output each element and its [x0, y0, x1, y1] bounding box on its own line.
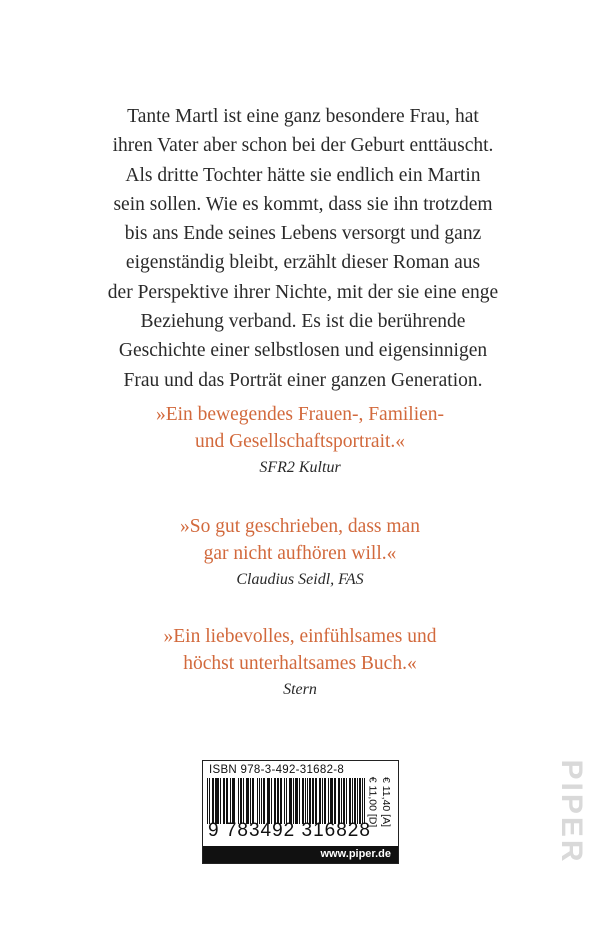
price-germany — [366, 777, 379, 827]
barcode-bar — [297, 778, 298, 824]
barcode-bar — [357, 778, 358, 824]
barcode-bar — [213, 778, 214, 824]
quote-line: gar nicht aufhören will.« — [203, 543, 397, 564]
blurb-line: ihren Vater aber schon bei der Geburt enttäuscht. — [112, 135, 494, 157]
blurb-line: sein sollen. Wie es kommt, dass sie ihn trotzdem — [113, 193, 493, 215]
barcode-bar — [360, 778, 361, 824]
blurb-line: bis ans Ende seines Lebens versorgt und ganz — [124, 223, 482, 245]
barcode-bar — [224, 778, 225, 824]
price-austria — [379, 777, 392, 827]
barcode-bar — [241, 778, 242, 824]
price-austria-text: € 11,40 [A] — [379, 776, 392, 828]
barcode-bar — [307, 778, 308, 824]
barcode-bar — [320, 778, 321, 824]
barcode-bar — [310, 778, 311, 824]
blurb-line: Frau und das Porträt einer ganzen Generation. — [123, 369, 483, 391]
barcode-bar — [250, 778, 251, 824]
review-quote — [100, 623, 500, 703]
blurb-line: Tante Martl ist eine ganz besondere Frau, hat — [127, 106, 479, 127]
quote-line: »So gut geschrieben, dass man — [180, 516, 420, 537]
barcode-bar — [234, 778, 235, 824]
barcode-bar — [305, 778, 306, 824]
quote-line: höchst unterhaltsames Buch.« — [183, 653, 417, 674]
blurb-line: Als dritte Tochter hätte sie endlich ein Martin — [125, 164, 481, 186]
blurb-line: Beziehung verband. Es ist die berührende — [140, 311, 466, 333]
barcode-digits: 9 783492 316828 — [208, 820, 371, 841]
barcode-bar — [352, 778, 353, 824]
barcode-bar — [248, 778, 249, 824]
barcode-bar — [284, 778, 285, 824]
barcode-bar — [230, 778, 231, 824]
barcode-bar — [269, 778, 270, 824]
barcode-bar — [339, 778, 340, 824]
piper-logo-text: PIPER — [555, 759, 589, 865]
price-germany-text: € 11,00 [D] — [366, 776, 379, 828]
barcode-bar — [278, 778, 279, 824]
barcode-bar — [334, 778, 335, 824]
barcode-bar — [261, 778, 262, 824]
barcode-bar — [313, 778, 314, 824]
quote-source: Claudius Seidl, FAS — [236, 571, 364, 588]
barcode-bar — [271, 778, 272, 824]
barcode-bar — [344, 778, 345, 824]
barcode-bar — [346, 778, 347, 824]
barcode-bar — [354, 778, 355, 824]
quote-source: Stern — [283, 681, 317, 698]
barcode-bar — [299, 778, 300, 824]
barcode-bar — [293, 778, 294, 824]
barcode-bar — [209, 778, 210, 824]
blurb-line: der Perspektive ihrer Nichte, mit der sie eine enge — [107, 281, 499, 303]
barcode-bar — [243, 778, 244, 824]
barcode-bar — [350, 778, 351, 824]
barcode-bar — [332, 778, 333, 824]
barcode-bar — [274, 778, 275, 824]
barcode-bar — [286, 778, 287, 824]
quote-source: SFR2 Kultur — [259, 459, 341, 476]
barcode-bar — [325, 778, 326, 824]
barcode-bar — [322, 778, 323, 824]
back-cover-blurb — [88, 102, 518, 395]
review-quote — [100, 401, 500, 481]
barcode-bars — [207, 778, 365, 824]
barcode-bar — [207, 778, 208, 824]
blurb-line: eigenständig bleibt, erzählt dieser Roman aus — [125, 252, 481, 274]
barcode-bar — [264, 778, 265, 824]
barcode-bar — [291, 778, 292, 824]
barcode-bar — [281, 778, 282, 824]
barcode-bar — [364, 778, 365, 824]
publisher-url: www.piper.de — [203, 846, 398, 863]
barcode-bar — [341, 778, 342, 824]
barcode-bar — [220, 778, 221, 824]
quote-line: und Gesellschaftsportrait.« — [194, 431, 406, 452]
blurb-line: Geschichte einer selbstlosen und eigensinnigen — [118, 340, 488, 362]
piper-logo — [548, 752, 592, 872]
barcode-bar — [362, 778, 363, 824]
barcode-bar — [238, 778, 239, 824]
barcode-bar — [218, 778, 219, 824]
isbn-label: ISBN 978-3-492-31682-8 — [209, 764, 345, 776]
barcode-bar — [315, 778, 316, 824]
barcode-bar — [253, 778, 254, 824]
barcode-label — [202, 760, 399, 864]
review-quote — [100, 513, 500, 593]
quote-line: »Ein bewegendes Frauen-, Familien- — [155, 404, 445, 425]
barcode-bar — [257, 778, 258, 824]
barcode-bar — [259, 778, 260, 824]
barcode-bar — [227, 778, 228, 824]
barcode-bar — [303, 778, 304, 824]
barcode-bar — [328, 778, 329, 824]
quote-line: »Ein liebevolles, einfühlsames und — [163, 626, 437, 647]
